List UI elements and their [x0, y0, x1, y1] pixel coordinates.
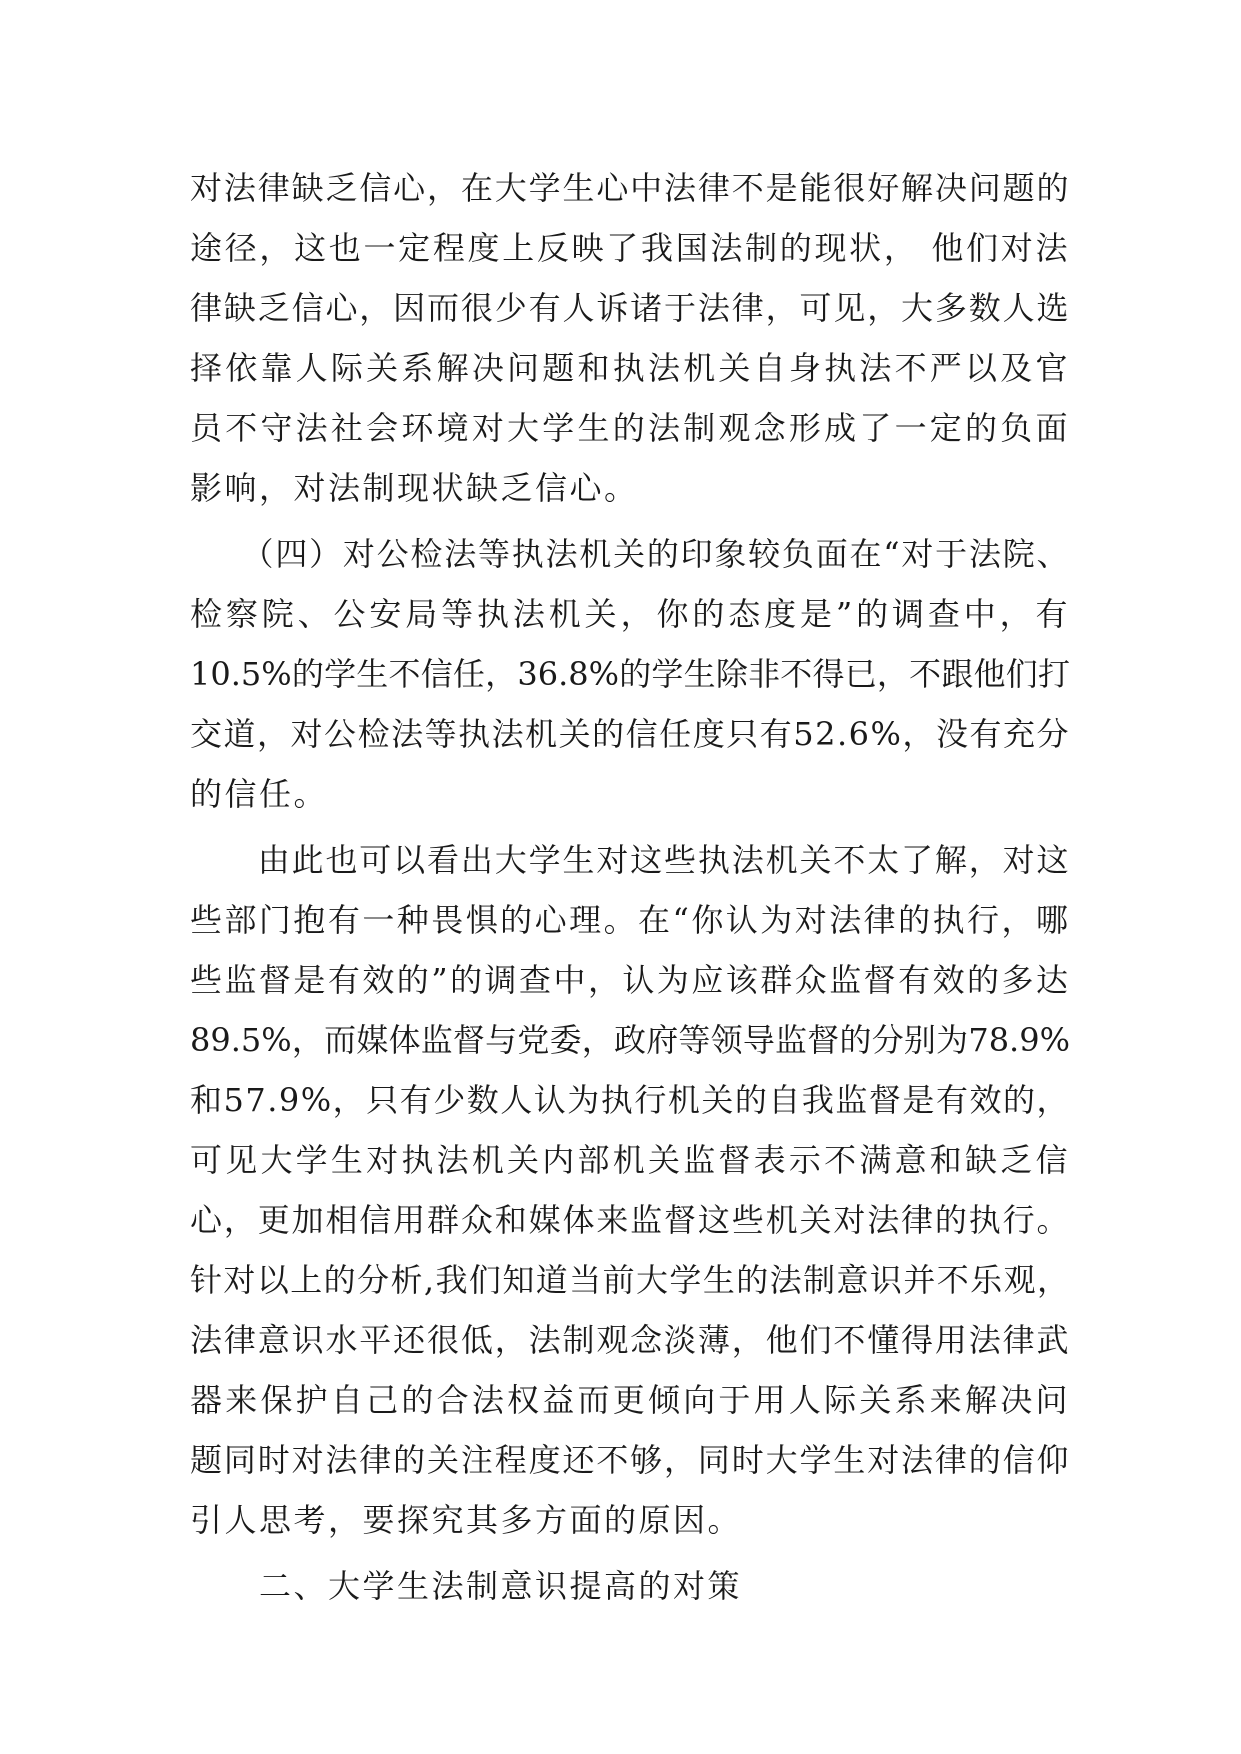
text-line: 题同时对法律的关注程度还不够，同时大学生对法律的信仰	[190, 1441, 1070, 1479]
text-line: 由此也可以看出大学生对这些执法机关不太了解，对这	[190, 841, 1070, 879]
text-line: 交道，对公检法等执法机关的信任度只有52.6%，没有充分	[190, 715, 1070, 753]
text-line: 些监督是有效的”的调查中，认为应该群众监督有效的多达	[190, 961, 1070, 999]
text-line: 心，更加相信用群众和媒体来监督这些机关对法律的执行。	[190, 1201, 1070, 1239]
text-line: 对法律缺乏信心，在大学生心中法律不是能很好解决问题的	[190, 169, 1070, 207]
section-heading-line: 二、大学生法制意识提高的对策	[190, 1567, 743, 1605]
text-line: 10.5%的学生不信任，36.8%的学生除非不得已，不跟他们打	[190, 655, 1070, 693]
text-line: 影响，对法制现状缺乏信心。	[190, 469, 639, 507]
text-line: 择依靠人际关系解决问题和执法机关自身执法不严以及官	[190, 349, 1070, 387]
section-heading-line: （四）对公检法等执法机关的印象较负面在“对于法院、	[190, 535, 1070, 573]
text-line: 针对以上的分析,我们知道当前大学生的法制意识并不乐观，	[190, 1261, 1070, 1299]
text-line: 可见大学生对执法机关内部机关监督表示不满意和缺乏信	[190, 1141, 1070, 1179]
text-line: 检察院、公安局等执法机关，你的态度是”的调查中，有	[190, 595, 1070, 633]
text-line: 器来保护自己的合法权益而更倾向于用人际关系来解决问	[190, 1381, 1070, 1419]
text-line: 89.5%，而媒体监督与党委，政府等领导监督的分别为78.9%	[190, 1021, 1070, 1059]
text-line: 引人思考，要探究其多方面的原因。	[190, 1501, 743, 1539]
text-line: 些部门抱有一种畏惧的心理。在“你认为对法律的执行，哪	[190, 901, 1070, 939]
text-line: 法律意识水平还很低，法制观念淡薄，他们不懂得用法律武	[190, 1321, 1070, 1359]
text-line: 员不守法社会环境对大学生的法制观念形成了一定的负面	[190, 409, 1070, 447]
text-line: 和57.9%，只有少数人认为执行机关的自我监督是有效的，	[190, 1081, 1070, 1119]
document-body	[190, 158, 1070, 1616]
text-line: 律缺乏信心，因而很少有人诉诸于法律，可见，大多数人选	[190, 289, 1070, 327]
text-line: 途径，这也一定程度上反映了我国法制的现状， 他们对法	[190, 229, 1070, 267]
text-line: 的信任。	[190, 775, 329, 813]
